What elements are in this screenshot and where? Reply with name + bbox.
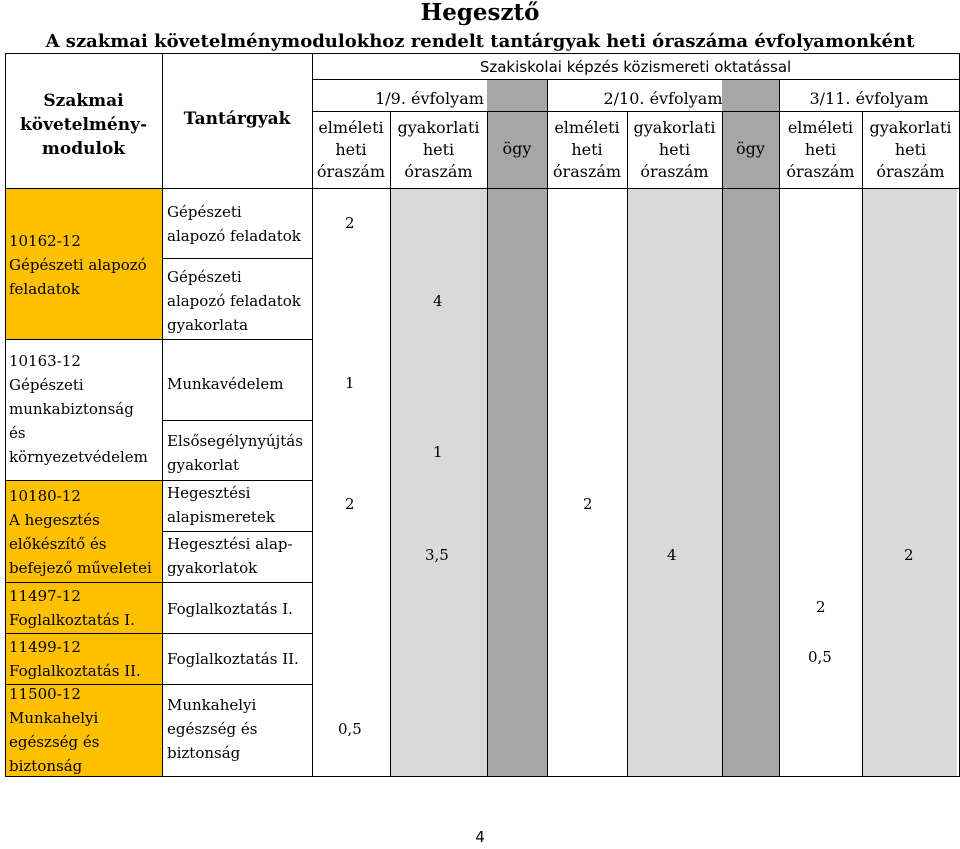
- header-gyakorlati-3: gyakorlati heti óraszám: [869, 118, 952, 181]
- module-11500: 11500-12 Munkahelyi egészség és biztonság: [9, 685, 100, 775]
- value-cell: 0,5: [338, 720, 362, 738]
- subject-hegesztesi-alapismeretek: Hegesztési alapismeretek: [167, 484, 275, 526]
- subject-munkavedelem: Munkavédelem: [167, 375, 284, 393]
- col-2-gyak-fill: [627, 188, 722, 776]
- col-2-ogy-fill: [722, 79, 779, 776]
- module-11497: 11497-12 Foglalkoztatás I.: [9, 587, 135, 629]
- col-1-gyak-fill: [390, 188, 487, 776]
- module-10162: 10162-12 Gépészeti alapozó feladatok: [9, 232, 147, 298]
- value-cell: 0,5: [808, 648, 832, 666]
- page-number: 4: [475, 828, 485, 846]
- header-year-1: 1/9. évfolyam: [375, 89, 484, 108]
- col-3-gyak-fill: [862, 188, 957, 776]
- header-gyakorlati-1: gyakorlati heti óraszám: [397, 118, 480, 181]
- value-cell: 4: [667, 546, 677, 564]
- header-ogy-2: ögy: [736, 139, 765, 158]
- subject-gepeszeti-gyakorlata: Gépészeti alapozó feladatok gyakorlata: [167, 268, 301, 334]
- module-10163: 10163-12 Gépészeti munkabiztonság és környezetvédelem: [9, 352, 148, 466]
- subject-munkahelyi: Munkahelyi egészség és biztonság: [167, 696, 258, 762]
- header-year-2: 2/10. évfolyam: [603, 89, 723, 108]
- value-cell: 2: [345, 214, 355, 232]
- value-cell: 2: [345, 495, 355, 513]
- header-modules: Szakmai követelmény- modulok: [19, 91, 148, 159]
- value-cell: 1: [433, 443, 443, 461]
- value-cell: 2: [583, 495, 593, 513]
- header-training-type: Szakiskolai képzés közismereti oktatással: [479, 58, 792, 76]
- subject-elsosegely: Elsősegélynyújtás gyakorlat: [167, 432, 303, 474]
- value-cell: 3,5: [425, 546, 449, 564]
- page-title: Hegesztő: [420, 0, 540, 26]
- subject-gepeszeti-alapozo: Gépészeti alapozó feladatok: [167, 203, 301, 245]
- subject-foglalkoztatas-2: Foglalkoztatás II.: [167, 650, 299, 668]
- header-elmeleti-3: elméleti heti óraszám: [786, 118, 855, 181]
- value-cell: 4: [433, 292, 443, 310]
- header-elmeleti-2: elméleti heti óraszám: [552, 118, 622, 181]
- header-subjects: Tantárgyak: [183, 109, 291, 129]
- value-cell: 2: [816, 598, 826, 616]
- subject-hegesztesi-alapgyakorlatok: Hegesztési alap- gyakorlatok: [167, 535, 293, 577]
- header-gyakorlati-2: gyakorlati heti óraszám: [633, 118, 716, 181]
- header-elmeleti-1: elméleti heti óraszám: [316, 118, 386, 181]
- col-1-ogy-fill: [487, 79, 547, 776]
- module-10180: 10180-12 A hegesztés előkészítő és befejező műveletei: [9, 487, 152, 577]
- header-ogy-1: ögy: [502, 139, 532, 158]
- value-cell: 2: [904, 546, 914, 564]
- value-cell: 1: [345, 374, 355, 392]
- header-year-3: 3/11. évfolyam: [809, 89, 929, 108]
- subject-foglalkoztatas-1: Foglalkoztatás I.: [167, 600, 293, 618]
- page-subtitle: A szakmai követelménymodulokhoz rendelt tantárgyak heti óraszáma évfolyamonként: [45, 31, 915, 52]
- module-11499: 11499-12 Foglalkoztatás II.: [9, 638, 141, 680]
